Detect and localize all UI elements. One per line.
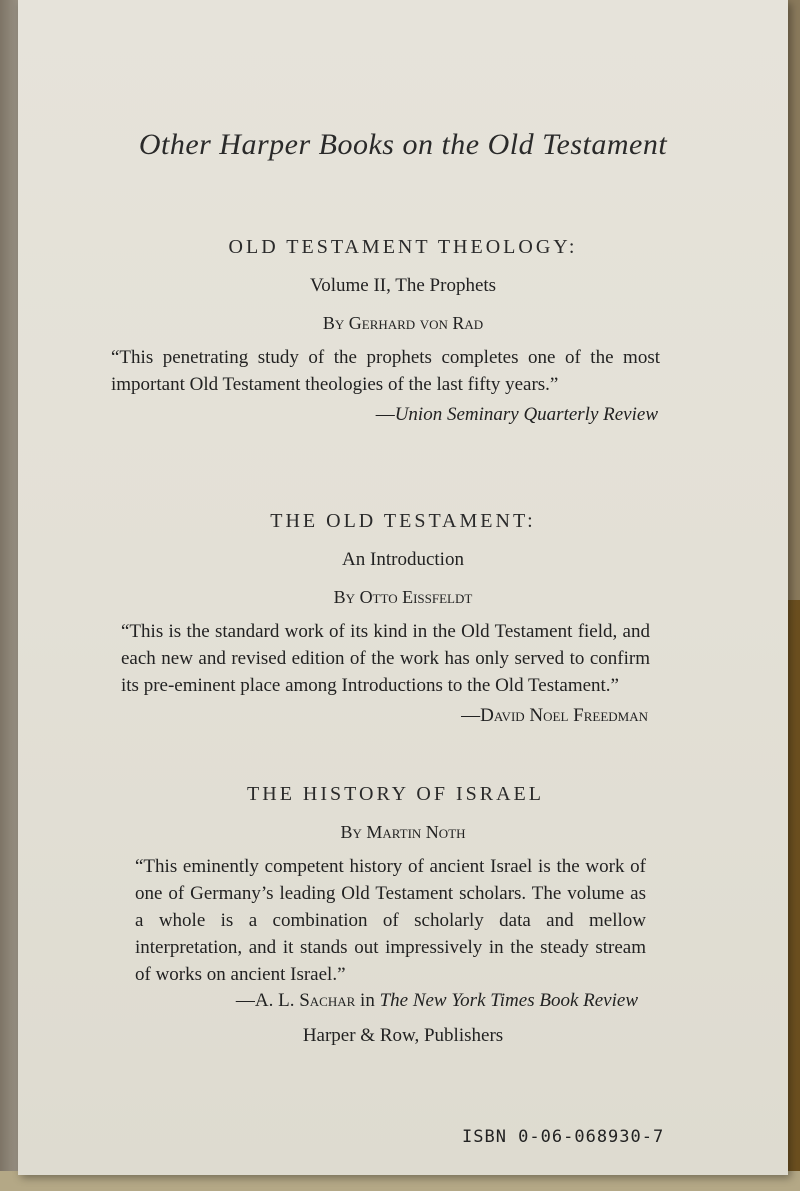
author-name: Martin Noth — [366, 822, 466, 842]
review-attribution — [18, 705, 648, 727]
by-label: By — [340, 822, 362, 842]
isbn: ISBN 0-06-068930-7 — [462, 1127, 665, 1147]
book-entry-1 — [18, 236, 788, 426]
book-entry-2 — [18, 510, 788, 727]
attribution-source: The New York Times Book Review — [379, 990, 638, 1011]
author-name: Otto Eissfeldt — [359, 587, 473, 607]
attribution-in: in — [355, 990, 380, 1011]
review-quote: “This is the standard work of its kind in the Old Testament field, and each new and revised edition of the work has only served to confirm its pre-eminent place among Introductions to the Old Testament.” — [121, 621, 650, 696]
attribution-name: Sachar — [299, 990, 356, 1011]
book-author-line — [18, 313, 788, 334]
publisher: Harper & Row, Publishers — [302, 1025, 504, 1046]
review-quote: “This eminently competent history of ancient Israel is the work of one of Germany’s leading Old Testament scholars. The volume as a whole is a combination of scholarly data and mellow interpretation, and it stands out impressively in the steady stream of works on ancient Israel.” — [135, 856, 646, 985]
attribution-prefix: —A. L. — [235, 990, 300, 1011]
page-header: Other Harper Books on the Old Testament — [138, 128, 668, 161]
review-attribution — [18, 990, 638, 1012]
attribution-dash: — — [375, 404, 395, 425]
book-author-line — [18, 587, 788, 608]
attribution-source: David Noel Freedman — [480, 705, 648, 726]
review-attribution — [18, 404, 658, 426]
book-entry-3 — [18, 783, 788, 1012]
review-quote: “This penetrating study of the prophets completes one of the most important Old Testament theologies of the last fifty years.” — [111, 347, 660, 395]
book-subtitle: An Introduction — [342, 549, 464, 570]
book-title: OLD TESTAMENT THEOLOGY: — [228, 236, 578, 258]
attribution-source: Union Seminary Quarterly Review — [394, 404, 658, 425]
by-label: By — [322, 313, 345, 333]
book-title: THE OLD TESTAMENT: — [270, 510, 536, 532]
book-author-line — [18, 822, 788, 843]
book-subtitle: Volume II, The Prophets — [309, 275, 497, 296]
by-label: By — [333, 587, 356, 607]
book-back-cover — [18, 0, 788, 1175]
attribution-dash: — — [461, 705, 481, 726]
author-name: Gerhard von Rad — [348, 313, 484, 333]
book-title: THE HISTORY OF ISRAEL — [247, 783, 544, 805]
